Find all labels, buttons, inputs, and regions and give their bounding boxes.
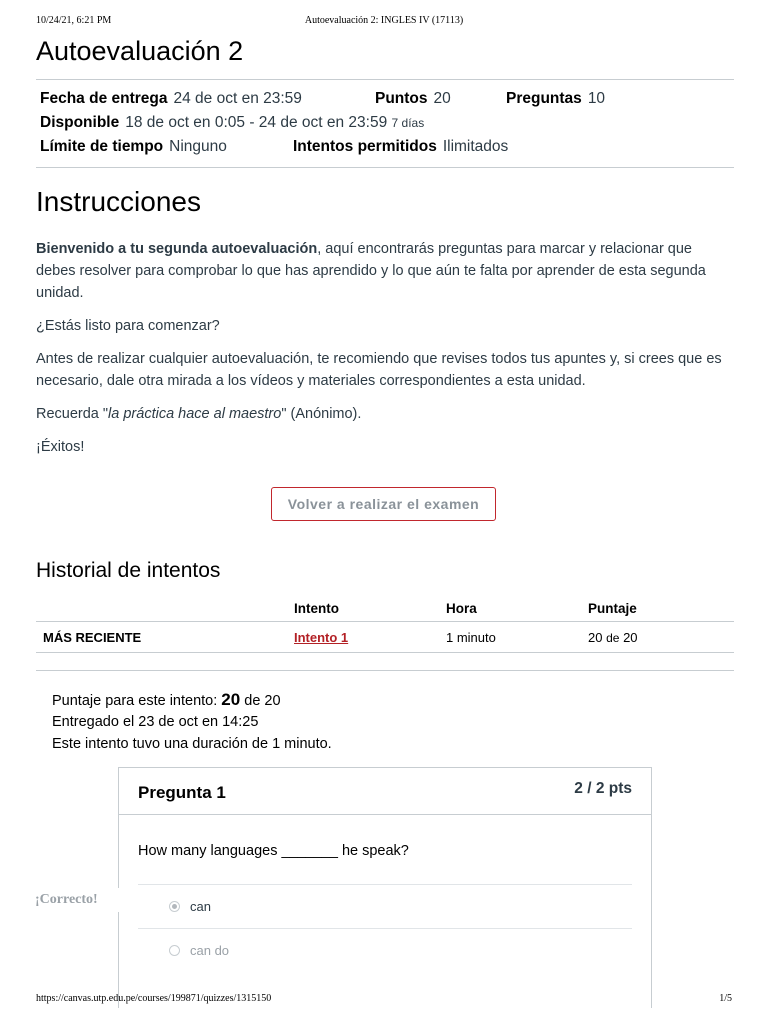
instructions-paragraph-5: ¡Éxitos!: [36, 439, 85, 455]
question-header: [119, 768, 651, 815]
quiz-questions: [506, 90, 605, 108]
time-limit-label: Límite de tiempo: [40, 138, 164, 155]
available-days: 7 días: [391, 116, 425, 130]
table-header-row: [36, 596, 734, 622]
column-header-attempt: Intento: [294, 596, 446, 622]
divider: [36, 670, 734, 671]
attempts-value: Ilimitados: [442, 138, 509, 155]
attempt-cell: [294, 622, 446, 653]
available-label: Disponible: [40, 114, 120, 131]
question-text: How many languages _______ he speak?: [138, 843, 409, 859]
quote-post: " (Anónimo).: [281, 406, 362, 422]
print-title: Autoevaluación 2: INGLES IV (17113): [304, 15, 464, 26]
instructions-paragraph-3: Antes de realizar cualquier autoevaluación, te recomiendo que revises todos tus apuntes y, si crees que es necesario, dale otra mirada a los vídeos y materiales correspondientes a esta unidad.: [36, 351, 722, 389]
quiz-time-limit: [40, 138, 227, 156]
attempts-label: Intentos permitidos: [293, 138, 437, 155]
attempt-history-table: [36, 596, 734, 653]
divider: [36, 79, 734, 80]
correct-answer-flag: ¡Correcto!: [30, 888, 129, 912]
attempt-submitted: Entregado el 23 de oct en 14:25: [52, 714, 259, 730]
divider: [36, 167, 734, 168]
print-page-number: 1/5: [719, 993, 732, 1004]
due-value: 24 de oct en 23:59: [173, 90, 302, 107]
available-value: 18 de oct en 0:05 - 24 de oct en 23:59: [125, 114, 388, 131]
instructions-paragraph-2: ¿Estás listo para comenzar?: [36, 318, 220, 334]
attempt-score: [52, 690, 281, 710]
answer-label: can: [190, 899, 211, 914]
row-label: MÁS RECIENTE: [36, 622, 294, 653]
print-url: https://canvas.utp.edu.pe/courses/199871/quizzes/1315150: [36, 993, 272, 1004]
questions-label: Preguntas: [506, 90, 582, 107]
question-card: [118, 767, 652, 1008]
points-label: Puntos: [375, 90, 428, 107]
answer-option[interactable]: [169, 943, 229, 958]
welcome-rest: , aquí encontrarás preguntas para marcar y relacionar que debes resolver para comprobar lo que has aprendido y lo que aún te falta por aprender de esta segunda unidad.: [36, 241, 706, 301]
question-points: 2 / 2 pts: [574, 780, 632, 797]
radio-selected-icon: [169, 901, 180, 912]
instructions-paragraph-1: [36, 238, 732, 304]
score-value: 20: [588, 629, 603, 645]
instructions-heading: Instrucciones: [36, 186, 201, 217]
instructions-paragraph-4: [36, 403, 732, 425]
print-date: 10/24/21, 6:21 PM: [36, 15, 112, 26]
attempt-duration: Este intento tuvo una duración de 1 minuto.: [52, 736, 332, 752]
answer-label: can do: [190, 943, 230, 958]
score-prefix: Puntaje para este intento:: [52, 693, 218, 709]
points-value: 20: [433, 90, 451, 107]
quiz-points: [375, 90, 451, 108]
score-cell: [588, 622, 734, 653]
due-label: Fecha de entrega: [40, 90, 168, 107]
answer-option[interactable]: [169, 899, 211, 914]
attempt-link[interactable]: Intento 1: [294, 629, 349, 645]
answer-divider: [138, 884, 632, 885]
score-big: 20: [221, 690, 241, 709]
print-header: [36, 15, 732, 29]
page-title: Autoevaluación 2: [36, 36, 244, 66]
table-row: [36, 622, 734, 653]
quiz-due: [40, 90, 302, 108]
column-header-score: Puntaje: [588, 596, 734, 622]
time-limit-value: Ninguno: [169, 138, 227, 155]
column-header: [36, 596, 294, 622]
print-footer: [36, 993, 732, 1007]
questions-value: 10: [587, 90, 606, 107]
radio-empty-icon: [169, 945, 180, 956]
time-cell: 1 minuto: [446, 622, 588, 653]
quiz-attempts: [293, 138, 508, 156]
answer-divider: [138, 928, 632, 929]
column-header-time: Hora: [446, 596, 588, 622]
score-of: de: [606, 630, 620, 645]
retake-quiz-button[interactable]: Volver a realizar el examen: [271, 487, 496, 521]
score-suffix: de 20: [244, 693, 281, 709]
question-title: Pregunta 1: [138, 783, 226, 802]
quote-text: la práctica hace al maestro: [108, 406, 282, 422]
welcome-bold: Bienvenido a tu segunda autoevaluación: [36, 241, 318, 257]
score-total: 20: [623, 629, 638, 645]
quote-pre: Recuerda ": [36, 406, 109, 422]
history-heading: Historial de intentos: [36, 559, 221, 582]
quiz-available: [40, 114, 424, 132]
